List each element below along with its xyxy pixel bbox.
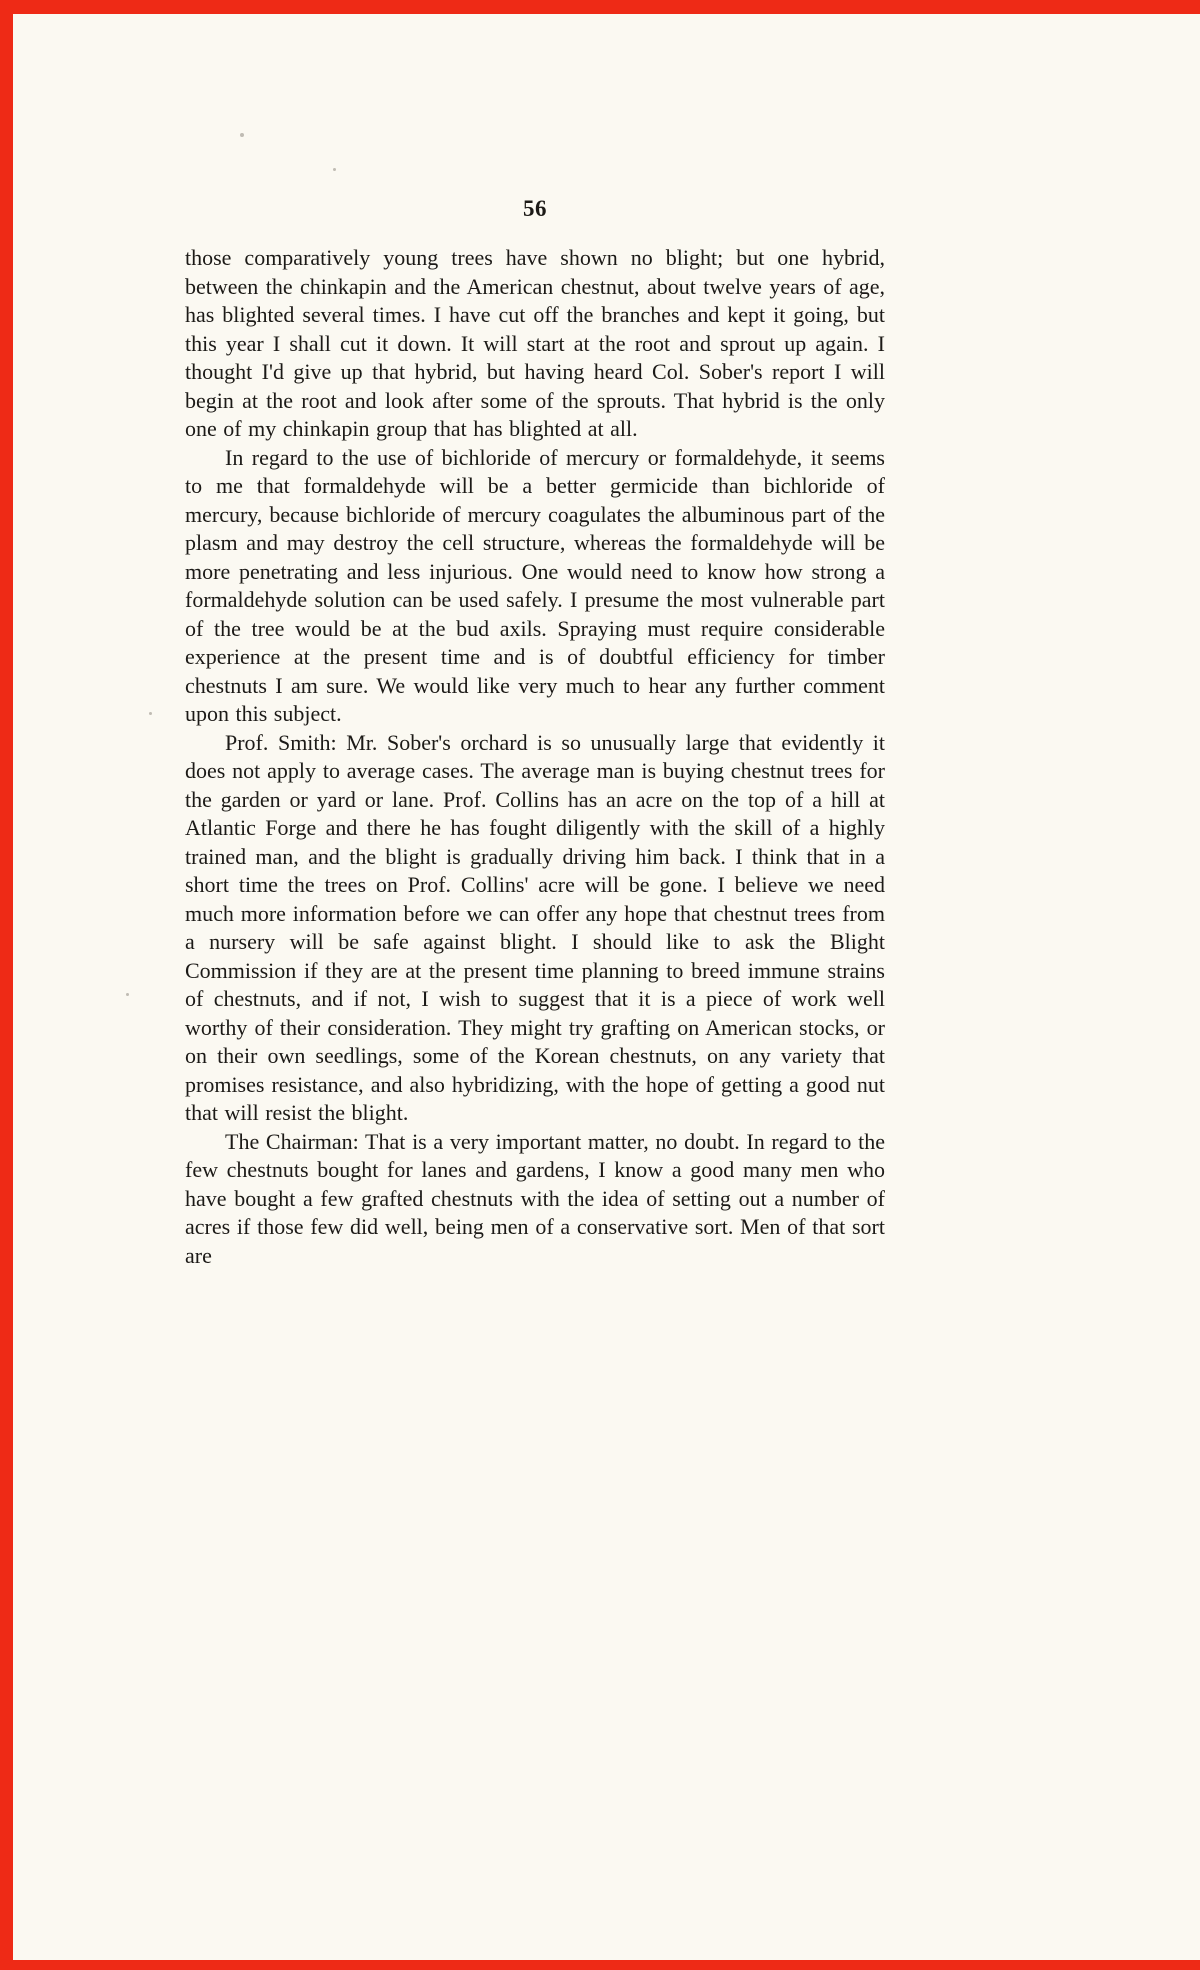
scan-edge-left xyxy=(0,0,13,1970)
paragraph: In regard to the use of bichloride of mercury or formaldehyde, it seems to me that formaldehyde will be a better germicide than bichloride of mercury, because bichloride of mercury coagulates the albuminous part of the plasm and may destroy the cell structure, whereas the formaldehyde will be more penetrating and less injurious. One would need to know how strong a formaldehyde solution can be used safely. I presume the most vulnerable part of the tree would be at the bud axils. Spraying must require considerable experience at the present time and is of doubtful efficiency for timber chestnuts I am sure. We would like very much to hear any further comment upon this subject. xyxy=(185,444,885,726)
page-content xyxy=(185,0,885,1270)
paragraph: Prof. Smith: Mr. Sober's orchard is so unusually large that evidently it does not apply to average cases. The average man is buying chestnut trees for the garden or yard or lane. Prof. Collins has an acre on the top of a hill at Atlantic Forge and there he has fought diligently with the skill of a highly trained man, and the blight is gradually driving him back. I think that in a short time the trees on Prof. Collins' acre will be gone. I believe we need much more information before we can offer any hope that chestnut trees from a nursery will be safe against blight. I should like to ask the Blight Commission if they are at the present time planning to breed immune strains of chestnuts, and if not, I wish to suggest that it is a piece of work well worthy of their consideration. They might try grafting on American stocks, or on their own seedlings, some of the Korean chestnuts, on any variety that promises resistance, and also hybridizing, with the hope of getting a good nut that will resist the blight. xyxy=(185,729,885,1125)
page-number: 56 xyxy=(523,196,547,221)
paragraph: those comparatively young trees have shown no blight; but one hybrid, between the chinkapin and the American chestnut, about twelve years of age, has blighted several times. I have cut off the branches and kept it going, but this year I shall cut it down. It will start at the root and sprout up again. I thought I'd give up that hybrid, but having heard Col. Sober's report I will begin at the root and look after some of the sprouts. That hybrid is the only one of my chinkapin group that has blighted at all. xyxy=(185,245,885,441)
scan-speck xyxy=(149,712,152,715)
body-text xyxy=(185,244,885,1270)
paragraph: The Chairman: That is a very important matter, no doubt. In regard to the few chestnuts bought for lanes and gardens, I know a good many men who have bought a few grafted chestnuts with the idea of setting out a number of acres if those few did well, being men of a conservative sort. Men of that sort are xyxy=(185,1128,885,1268)
scan-edge-bottom xyxy=(0,1960,1200,1970)
scan-speck xyxy=(126,993,129,996)
